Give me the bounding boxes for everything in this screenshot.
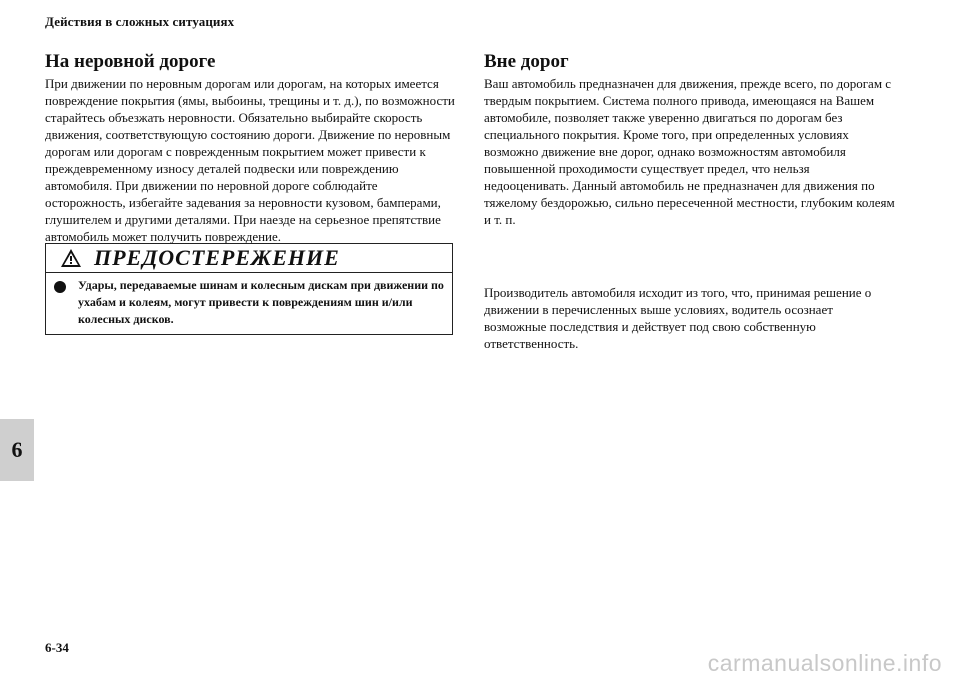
bullet-icon: [54, 281, 66, 293]
off-road-paragraph-2: Производитель автомобиля исходит из того, что, принимая решение о движении в перечисленных выше условиях, водитель осознает возможные последствия и действует под свою собственную ответственность.: [484, 285, 872, 351]
warning-title: ПРЕДОСТЕРЕЖЕНИЕ: [94, 245, 340, 270]
chapter-tab: [0, 419, 34, 481]
warning-box: [45, 243, 453, 335]
warning-header: [46, 244, 452, 273]
page-number: 6-34: [45, 640, 69, 655]
warning-text: Удары, передаваемые шинам и колесным дискам при движении по ухабам и колеям, могут привести к повреждениям шин и/или колесных дисков.: [78, 278, 444, 326]
section-header: Действия в сложных ситуациях: [45, 14, 235, 29]
rough-road-title: На неровной дороге: [45, 51, 216, 72]
watermark: carmanualsonline.info: [707, 650, 942, 676]
chapter-number: 6: [11, 437, 23, 462]
warning-triangle-icon: [60, 248, 82, 268]
warning-item: [46, 273, 452, 334]
right-column: [484, 50, 896, 352]
left-column: [45, 50, 455, 245]
off-road-title: Вне дорог: [484, 51, 569, 72]
rough-road-paragraph: При движении по неровным дорогам или дорогам, на которых имеется повреждение покрытия (ямы, выбоины, трещины и т. д.), по возможности старайтесь объезжать неровности. Обязательно выбирайте скорость движения, соответствующую состоянию дороги. Движение по неровным дорогам или дорогам с поврежденным покрытием может привести к преждевременному износу деталей подвески или повреждению автомобиля. При движении по неровной дороге соблюдайте осторожность, избегайте задевания за неровности кузовом, бамперами, глушителем и другими деталями. При наезде на серьезное препятствие автомобиль может получить повреждение.: [45, 76, 455, 244]
off-road-paragraph-1: Ваш автомобиль предназначен для движения, прежде всего, по дорогам с твердым покрытием. Система полного привода, имеющаяся на Вашем автомобиле, позволяет также уверенно двигаться по дорогам без специального покрытия. Кроме того, при определенных условиях возможно движение вне дорог, однако возможностям автомобиля повышенной проходимости существует предел, что нельзя недооценивать. Данный автомобиль не предназначен для движения по тяжелому бездорожью, сильно пересеченной местности, глубоким колеям и т. п.: [484, 76, 895, 227]
